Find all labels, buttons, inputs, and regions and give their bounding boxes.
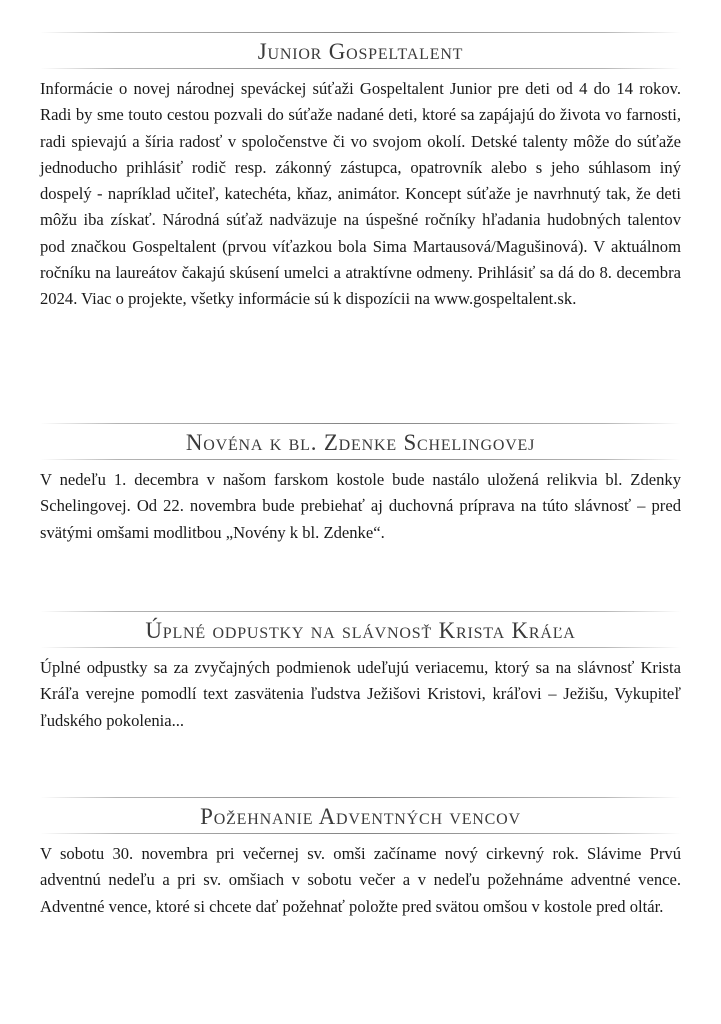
section-heading: Novéna k bl. Zdenke Schelingovej bbox=[185, 430, 536, 455]
heading-rule-top bbox=[40, 423, 681, 424]
section-heading: Junior Gospeltalent bbox=[257, 39, 464, 64]
section-body: Úplné odpustky sa za zvyčajných podmienok udeľujú veriacemu, ktorý sa na slávnosť Krista Kráľa verejne pomodlí text zasvätenia ľudstva Ježišovi Kristovi, kráľovi – Ježišu, Vykupiteľ ľudského pokolenia... bbox=[40, 658, 681, 730]
heading-rule-bottom bbox=[40, 459, 681, 460]
section-heading: Úplné odpustky na slávnosť Krista Kráľa bbox=[145, 618, 576, 643]
section-body: V sobotu 30. novembra pri večernej sv. omši začíname nový cirkevný rok. Slávime Prvú adventnú nedeľu a pri sv. omšiach v sobotu večer a v nedeľu požehnáme adventné vence. Adventné vence, ktoré si chcete dať požehnať položte pred svätou omšou v kostole pred oltár. bbox=[40, 844, 681, 916]
heading-rule-top bbox=[40, 611, 681, 612]
heading-rule-bottom bbox=[40, 647, 681, 648]
heading-rule-top bbox=[40, 32, 681, 33]
heading-rule-top bbox=[40, 797, 681, 798]
section-body: V nedeľu 1. decembra v našom farskom kostole bude nastálo uložená relikvia bl. Zdenky Schelingovej. Od 22. novembra bude prebiehať aj duchovná príprava na túto slávnosť – pred svätými omšami modlitbou „Novény k bl. Zdenke“. bbox=[40, 470, 681, 542]
section-heading: Požehnanie Adventných vencov bbox=[200, 804, 521, 829]
section-body: Informácie o novej národnej speváckej súťaži Gospeltalent Junior pre deti od 4 do 14 rokov. Radi by sme touto cestou pozvali do súťaže nadané deti, ktoré sa zapájajú do života vo farnosti, radi spievajú a šíria radosť v spoločenstve či vo svojom okolí. Detské talenty môže do súťaže jednoducho prihlásiť rodič resp. zákonný zástupca, opatrovník alebo s jeho súhlasom iný dospelý - napríklad učiteľ, katechéta, kňaz, animátor. Koncept súťaže je navrhnutý tak, že deti môžu iba získať. Národná súťaž nadväzuje na úspešné ročníky hľadania hudobných talentov pod značkou Gospeltalent (prvou víťazkou bola Sima Martausová/Magušinová). V aktuálnom ročníku na laureátov čakajú skúsení umelci a atraktívne odmeny. Prihlásiť sa dá do 8. decembra 2024. Viac o projekte, všetky informácie sú k dispozícii na www.gospeltalent.sk. bbox=[40, 79, 681, 309]
heading-rule-bottom bbox=[40, 833, 681, 834]
heading-rule-bottom bbox=[40, 68, 681, 69]
